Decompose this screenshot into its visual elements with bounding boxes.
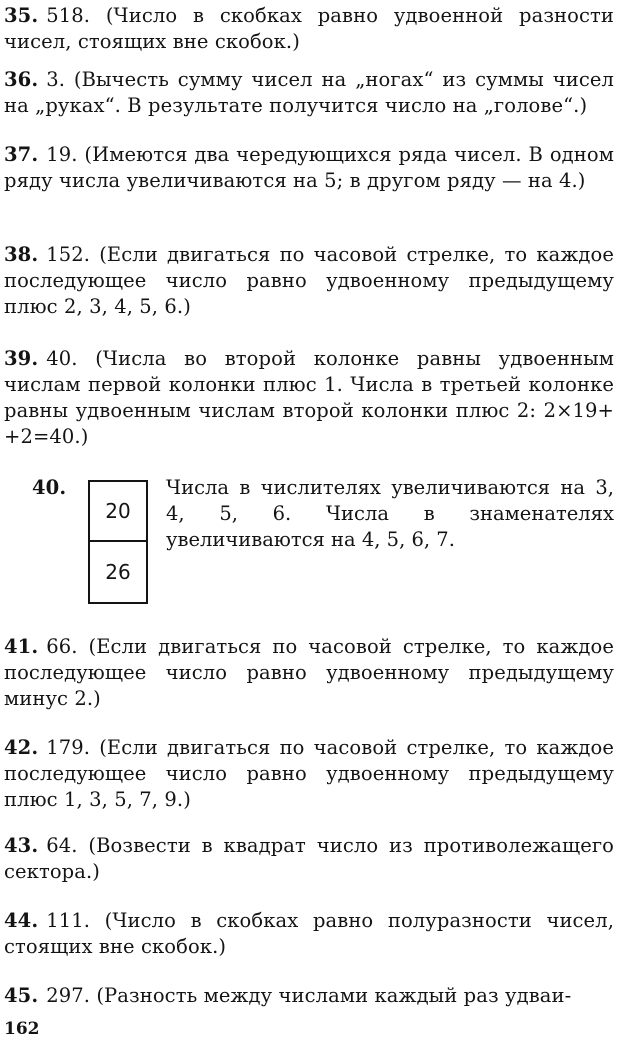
answer-39 [4,346,614,450]
answer-45 [4,983,614,1009]
answer-number: 42. [4,736,39,759]
answer-text: 152. (Если двигаться по часовой стрелке, то каждое последующее число равно удвоенному предыдущему плюс 2, 3, 4, 5, 6.) [4,243,614,318]
fraction-numerator: 20 [90,482,146,542]
answer-number: 45. [4,984,39,1007]
answer-number: 44. [4,909,39,932]
answer-42 [4,735,614,813]
answer-number: 43. [4,834,39,857]
answer-number: 38. [4,243,39,266]
answer-number: 39. [4,347,39,370]
answer-41 [4,634,614,712]
answer-text: 19. (Имеются два чередующихся ряда чисел. В одном ряду числа увеличиваются на 5; в другом ряду — на 4.) [4,143,614,192]
answer-36 [4,67,614,119]
answer-38 [4,242,614,320]
answer-number: 36. [4,68,39,91]
answer-text: 66. (Если двигаться по часовой стрелке, то каждое последующее число равно удвоенному предыдущему минус 2.) [4,635,614,710]
answer-number: 40. [32,476,67,499]
fraction-denominator: 26 [105,560,131,584]
answer-text: 64. (Возвести в квадрат число из противолежащего сектора.) [4,834,614,883]
answer-text: 3. (Вычесть сумму чисел на „ногах“ из суммы чисел на „руках“. В результате получится число на „голове“.) [4,68,614,117]
answer-37 [4,142,614,194]
answer-text: 40. (Числа во второй колонке равны удвоенным числам первой колонки плюс 1. Числа в третьей колонке равны удвоенным числам второй колонки плюс 2: 2×19+ +2=40.) [4,347,614,448]
answer-text: 518. (Число в скобках равно удвоенной разности чисел, стоящих вне скобок.) [4,4,614,53]
answer-35 [4,3,614,55]
answer-text: 297. (Разность между числами каждый раз удваи- [46,984,572,1007]
answer-text: 111. (Число в скобках равно полуразности чисел, стоящих вне скобок.) [4,909,614,958]
answer-number: 37. [4,143,39,166]
fraction-box [88,480,148,604]
answer-text: Числа в числителях увеличиваются на 3, 4, 5, 6. Числа в знаменателях увеличиваются на 4, 5, 6, 7. [166,476,614,551]
answer-44 [4,908,614,960]
answer-43 [4,833,614,885]
answer-number: 35. [4,4,39,27]
answer-number: 41. [4,635,39,658]
page-number: 162 [4,1019,40,1039]
answer-text: 179. (Если двигаться по часовой стрелке, то каждое последующее число равно удвоенному предыдущему плюс 1, 3, 5, 7, 9.) [4,736,614,811]
